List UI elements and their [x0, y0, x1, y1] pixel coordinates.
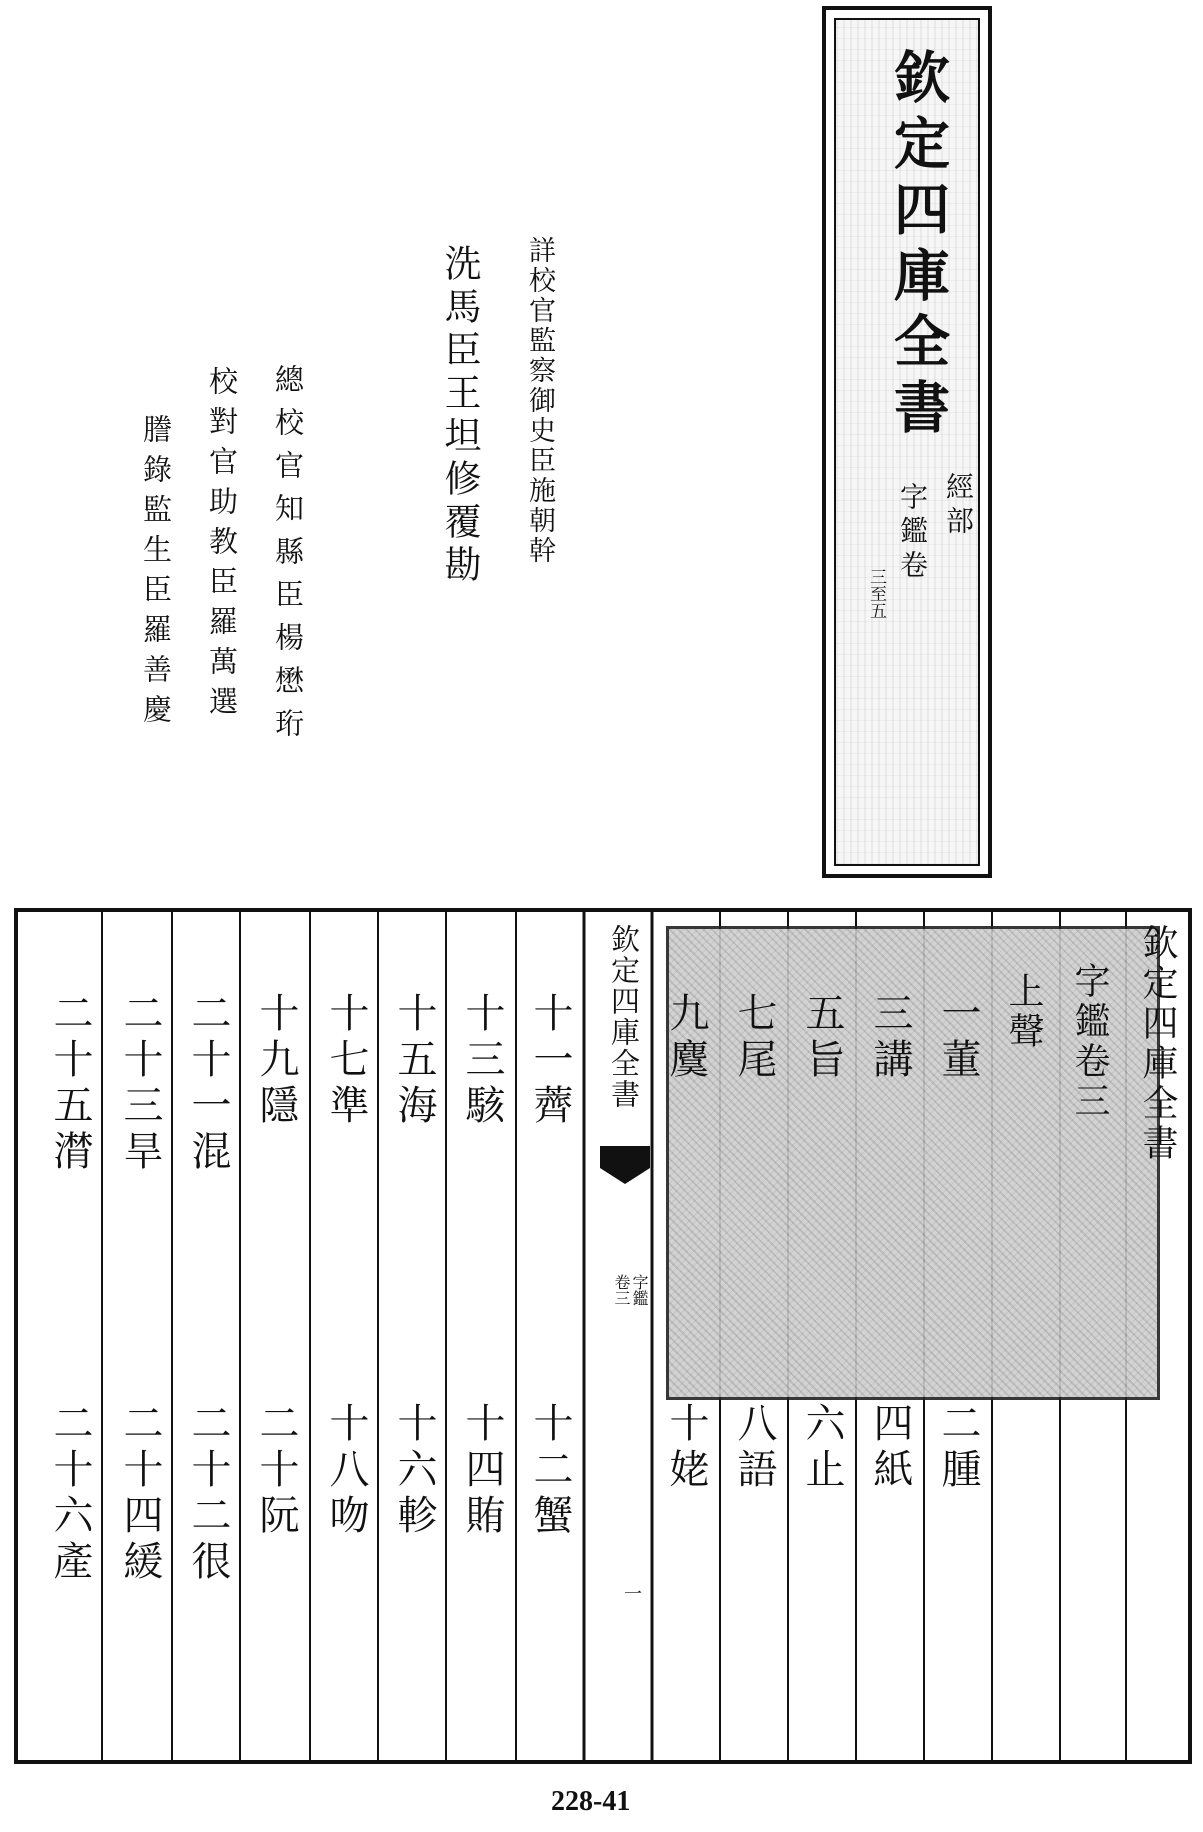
rhyme-entry: 二腫 — [935, 1402, 981, 1494]
rhyme-entry: 六止 — [799, 1402, 845, 1494]
rhyme-entry: 四紙 — [867, 1402, 913, 1494]
rhyme-entry: 九麌 — [663, 992, 709, 1084]
rhyme-entry: 十一薺 — [527, 992, 573, 1130]
banxin-chapter: 卷三 — [612, 1274, 631, 1306]
credit-proofreader-1: 詳校官監察御史臣施朝幹 — [524, 236, 555, 566]
banxin-page-number: 一 — [621, 1584, 642, 1602]
section-name: 經部 — [942, 472, 975, 540]
rhyme-entry: 十四賄 — [459, 1402, 505, 1540]
rhyme-entry: 十七準 — [323, 992, 369, 1130]
page-frame — [14, 908, 1192, 1764]
page-header-volume: 字鑑卷三 — [1069, 962, 1110, 1122]
page-number: 228-41 — [551, 1786, 631, 1817]
banxin-title: 欽定四庫全書 — [607, 924, 641, 1110]
rhyme-entry: 二十六產 — [47, 1402, 93, 1586]
rhyme-entry: 二十一混 — [185, 992, 231, 1176]
banxin-volume: 字鑑 — [630, 1274, 649, 1306]
page-header-title: 欽定四庫全書 — [1137, 924, 1178, 1164]
rhyme-entry: 五旨 — [799, 992, 845, 1084]
rhyme-entry: 二十阮 — [253, 1402, 299, 1540]
volume-name: 字鑑卷 — [896, 482, 929, 584]
rhyme-entry: 二十四緩 — [117, 1402, 163, 1586]
rhyme-entry: 八語 — [731, 1402, 777, 1494]
rhyme-entry: 十五海 — [391, 992, 437, 1130]
fish-tail-mark — [600, 1146, 650, 1186]
rhyme-entry: 十二蟹 — [527, 1402, 573, 1540]
rhyme-entry: 十姥 — [663, 1402, 709, 1494]
rhyme-entry: 十三駭 — [459, 992, 505, 1130]
tone-heading: 上聲 — [1003, 972, 1044, 1052]
rhyme-entry: 三講 — [867, 992, 913, 1084]
credit-collator: 校對官助教臣羅萬選 — [205, 366, 239, 726]
volume-range: 三至五 — [866, 568, 886, 619]
rhyme-entry: 十六軫 — [391, 1402, 437, 1540]
rhyme-entry: 二十二很 — [185, 1402, 231, 1586]
credit-proofreader-2: 洗馬臣王坦修覆勘 — [438, 244, 481, 588]
rhyme-entry: 七尾 — [731, 992, 777, 1084]
rhyme-entry: 十八吻 — [323, 1402, 369, 1540]
credit-chief-collator: 總校官知縣臣楊懋珩 — [271, 364, 305, 751]
credit-copyist: 謄錄監生臣羅善慶 — [139, 414, 173, 734]
rhyme-entry: 二十五潸 — [47, 992, 93, 1176]
rhyme-entry: 一董 — [935, 992, 981, 1084]
rhyme-entry: 二十三旱 — [117, 992, 163, 1176]
rhyme-entry: 十九隱 — [253, 992, 299, 1130]
title-slip — [822, 6, 992, 878]
title-slip-inner-border — [834, 18, 980, 866]
book-title: 欽定四庫全書 — [885, 48, 951, 444]
